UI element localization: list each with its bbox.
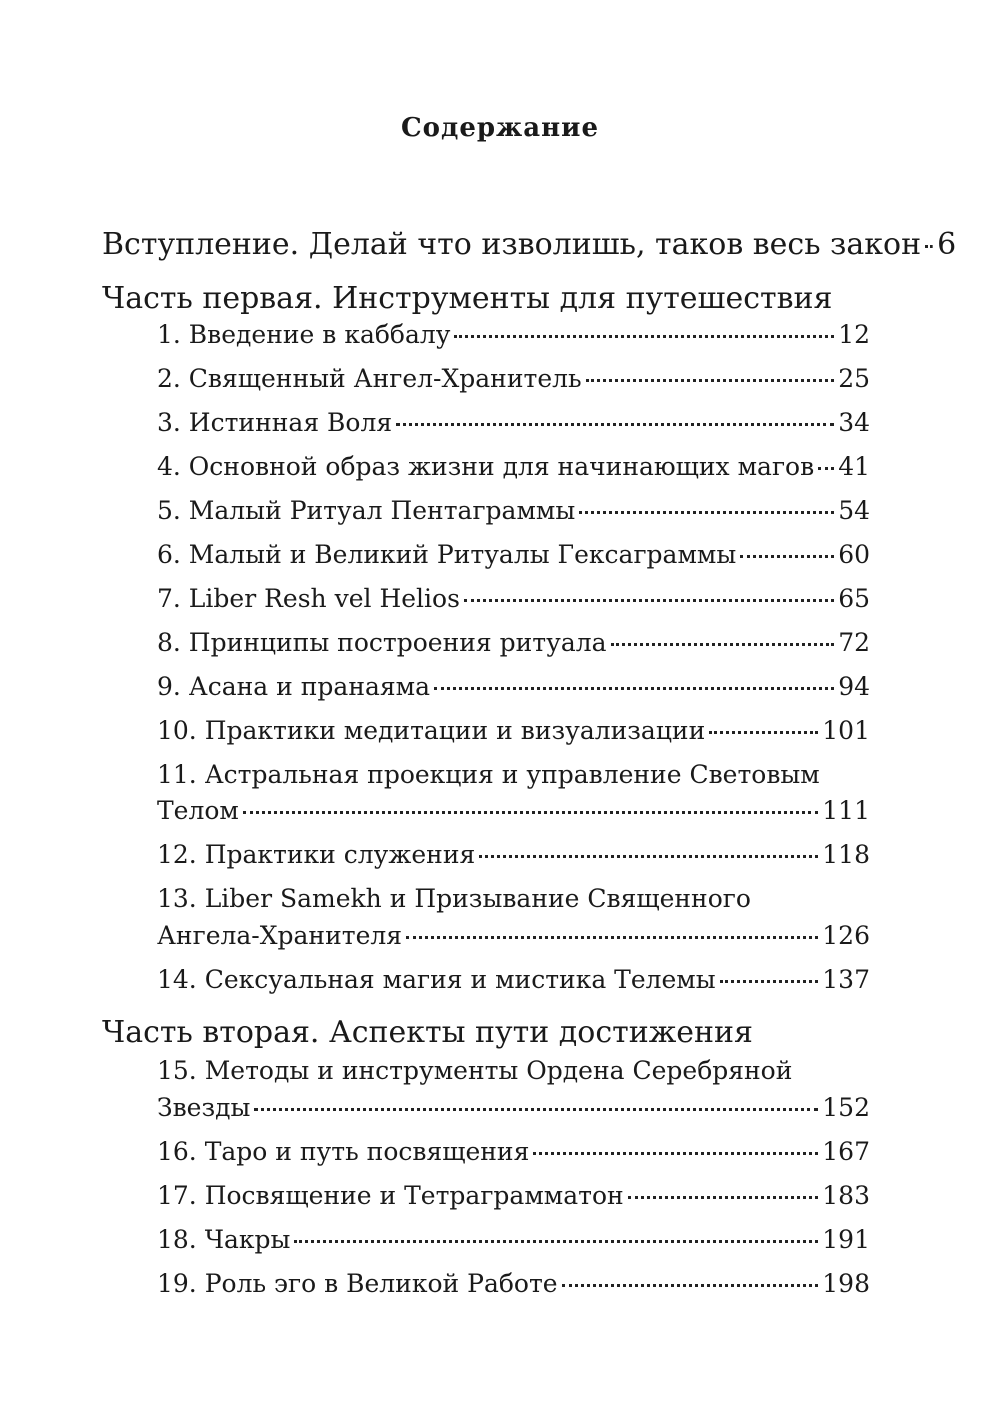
toc-entry[interactable] (157, 1093, 870, 1123)
entry-title-line1: 13. Liber Samekh и Призывание Священного (157, 884, 751, 913)
toc-entry[interactable] (157, 921, 870, 951)
toc-entry[interactable] (157, 320, 870, 350)
page-number: 94 (838, 672, 870, 701)
dot-leader (454, 335, 834, 338)
entry-title: 7. Liber Resh vel Helios (157, 584, 460, 613)
part-heading-2: Часть вторая. Аспекты пути достижения (102, 1015, 753, 1050)
entry-title: 9. Асана и пранаяма (157, 672, 431, 701)
dot-leader (586, 379, 835, 382)
toc-entry[interactable] (157, 408, 870, 438)
toc-entry[interactable] (157, 840, 870, 870)
entry-title: 14. Сексуальная магия и мистика Телемы (157, 965, 716, 994)
entry-title: 4. Основной образ жизни для начинающих магов (157, 452, 815, 481)
page-number: 12 (838, 320, 870, 349)
page-number: 167 (822, 1137, 870, 1166)
entry-title: 12. Практики служения (157, 840, 476, 869)
entry-title: 18. Чакры (157, 1225, 291, 1254)
page-number: 101 (822, 716, 870, 745)
entry-title-line2: Звезды (157, 1093, 251, 1122)
page-number: 34 (838, 408, 870, 437)
toc-entry[interactable] (157, 716, 870, 746)
toc-entry[interactable] (157, 540, 870, 570)
page-number: 60 (838, 540, 870, 569)
dot-leader (709, 731, 818, 734)
dot-leader (628, 1196, 819, 1199)
part-heading-1: Часть первая. Инструменты для путешествия (102, 281, 833, 316)
page-title: Содержание (400, 113, 600, 143)
toc-entry[interactable] (157, 496, 870, 526)
dot-leader (562, 1284, 819, 1287)
dot-leader (396, 423, 834, 426)
toc-entry[interactable] (157, 796, 870, 826)
toc-entry[interactable] (157, 364, 870, 394)
toc-entry[interactable] (157, 1181, 870, 1211)
entry-title-line1: 11. Астральная проекция и управление Световым (157, 760, 820, 789)
toc-entry[interactable] (157, 672, 870, 702)
entry-title-line2: Телом (157, 796, 239, 825)
dot-leader (243, 811, 818, 814)
dot-leader (925, 245, 933, 248)
toc-entry[interactable] (157, 965, 870, 995)
toc-entry[interactable] (157, 1225, 870, 1255)
entry-title: 5. Малый Ритуал Пентаграммы (157, 496, 576, 525)
toc-entry-intro[interactable] (102, 227, 957, 263)
entry-title: 10. Практики медитации и визуализации (157, 716, 706, 745)
page-number: 126 (822, 921, 870, 950)
page-number: 41 (838, 452, 870, 481)
entry-title-line2: Ангела-Хранителя (157, 921, 403, 950)
dot-leader (464, 599, 834, 602)
toc-entry[interactable] (157, 584, 870, 614)
dot-leader (254, 1108, 818, 1111)
entry-title-line1: 15. Методы и инструменты Ордена Серебряной (157, 1056, 793, 1085)
dot-leader (720, 980, 819, 983)
page-number: 25 (838, 364, 870, 393)
entry-title: 1. Введение в каббалу (157, 320, 451, 349)
page-number: 183 (822, 1181, 870, 1210)
toc-entry[interactable] (157, 628, 870, 658)
entry-title: 3. Истинная Воля (157, 408, 393, 437)
page-number: 72 (838, 628, 870, 657)
dot-leader (818, 467, 834, 470)
dot-leader (294, 1240, 818, 1243)
dot-leader (611, 643, 835, 646)
entry-title: 17. Посвящение и Тетраграмматон (157, 1181, 624, 1210)
dot-leader (533, 1152, 818, 1155)
page-number: 191 (822, 1225, 870, 1254)
entry-title: 2. Священный Ангел-Хранитель (157, 364, 582, 393)
page-number: 54 (838, 496, 870, 525)
page-number: 152 (822, 1093, 870, 1122)
entry-title: 16. Таро и путь посвящения (157, 1137, 530, 1166)
dot-leader (434, 687, 834, 690)
dot-leader (479, 855, 818, 858)
toc-entry[interactable] (157, 452, 870, 482)
entry-title: 19. Роль эго в Великой Работе (157, 1269, 558, 1298)
dot-leader (406, 936, 818, 939)
page-number: 137 (822, 965, 870, 994)
entry-title: 6. Малый и Великий Ритуалы Гексаграммы (157, 540, 737, 569)
page-number: 111 (822, 796, 870, 825)
page-number: 118 (822, 840, 870, 869)
dot-leader (740, 555, 834, 558)
page-number: 6 (937, 227, 957, 262)
entry-title: 8. Принципы построения ритуала (157, 628, 607, 657)
dot-leader (579, 511, 834, 514)
entry-title: Вступление. Делай что изволишь, таков весь закон (102, 227, 922, 262)
toc-entry[interactable] (157, 1269, 870, 1299)
page-number: 65 (838, 584, 870, 613)
toc-entry[interactable] (157, 1137, 870, 1167)
page-number: 198 (822, 1269, 870, 1298)
